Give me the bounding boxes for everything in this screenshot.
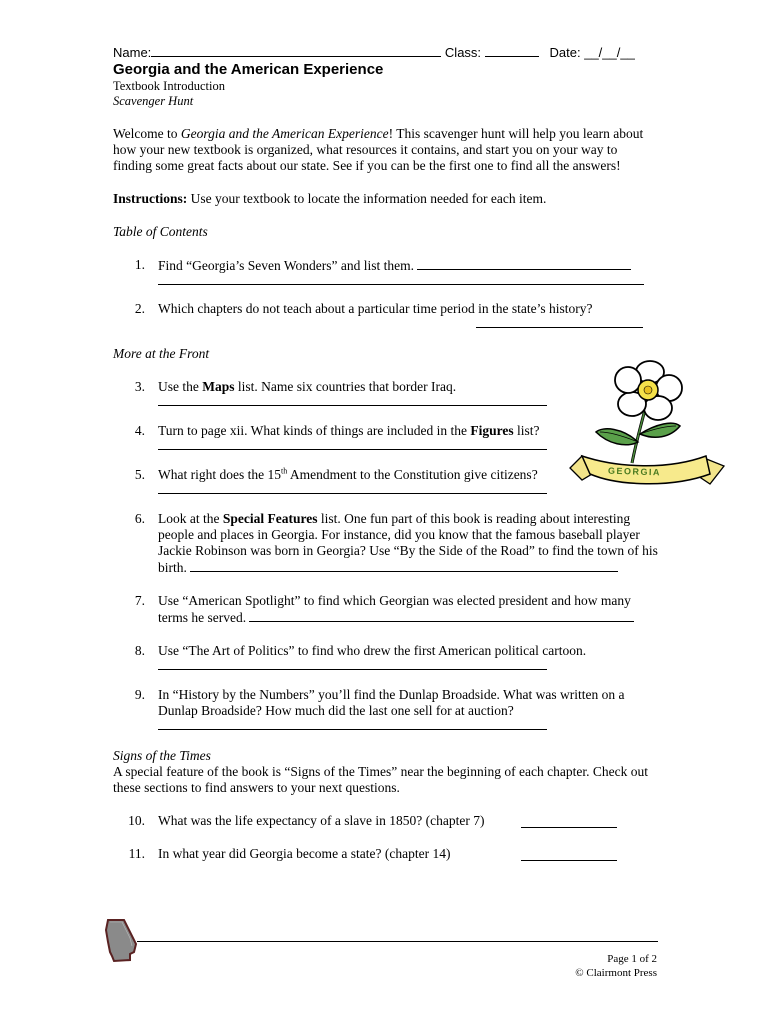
answer-blank[interactable] [417,257,631,270]
answer-line[interactable] [158,719,547,730]
question-1 [113,257,658,285]
footer-rule [137,941,658,942]
question-text: What right does the 15 [158,467,281,482]
instructions-label: Instructions: [113,191,188,206]
question-bold: Figures [470,423,514,438]
intro-book-title: Georgia and the American Experience [180,126,389,141]
answer-line[interactable] [158,483,547,494]
question-number: 2. [134,301,145,316]
question-number: 10. [128,813,145,828]
intro-text-start: Welcome to [113,126,181,141]
instructions-text: Use your textbook to locate the information needed for each item. [187,191,547,206]
question-text: Use “The Art of Politics” to find who drew the first American political cartoon. [158,643,587,658]
question-text-end: list? [513,423,540,438]
question-9 [113,687,658,730]
question-number: 6. [134,511,145,526]
question-number: 3. [134,379,145,394]
answer-blank[interactable] [190,559,618,572]
subtitle-scavenger-hunt: Scavenger Hunt [113,94,194,108]
cherokee-rose-illustration [568,358,728,508]
superscript: th [280,466,288,476]
date-label: Date: [549,45,581,60]
banner-text: GEORGIA [607,465,662,478]
question-text: In what year did Georgia become a state? (chapter 14) [158,846,451,861]
question-number: 4. [134,423,145,438]
question-10 [113,813,658,829]
question-6 [113,511,658,576]
question-number: 5. [134,467,145,482]
question-text: Turn to page xii. What kinds of things are included in the [158,423,471,438]
question-text: In “History by the Numbers” you’ll find the Dunlap Broadside. What was written on a Dunlap Broadside? How much did the last one sell for at auction? [158,687,625,718]
georgia-map-icon [100,918,140,969]
subtitle-textbook-introduction: Textbook Introduction [113,79,225,93]
page-title: Georgia and the American Experience [113,61,384,78]
question-text: What was the life expectancy of a slave in 1850? (chapter 7) [158,813,485,828]
answer-blank[interactable] [521,815,617,828]
answer-blank[interactable] [249,609,634,622]
section-more-at-the-front: More at the Front [113,346,210,361]
question-8 [113,643,658,670]
question-text: Which chapters do not teach about a particular time period in the state’s history? [158,301,593,316]
answer-line[interactable] [158,659,547,670]
question-bold: Maps [202,379,235,394]
question-text: Find “Georgia’s Seven Wonders” and list them. [158,258,414,273]
answer-line[interactable] [158,395,547,406]
section-signs-of-the-times: Signs of the Times [113,748,211,763]
instructions [113,191,658,207]
question-number: 11. [128,846,145,861]
question-number: 1. [134,257,145,272]
question-number: 7. [134,593,145,608]
answer-line[interactable] [476,317,643,328]
header-fields [113,44,658,61]
date-blank[interactable]: __/__/__ [584,45,635,60]
question-2 [113,301,658,328]
question-text: Use the [158,379,203,394]
page-number: Page 1 of 2 [607,953,657,965]
question-text-end: Amendment to the Constitution give citizens? [287,467,538,482]
question-7 [113,593,658,626]
section-table-of-contents: Table of Contents [113,224,208,239]
answer-line[interactable] [158,439,547,450]
class-label: Class: [444,45,482,60]
name-label: Name: [113,45,152,60]
answer-blank[interactable] [521,848,617,861]
copyright: © Clairmont Press [575,967,657,979]
intro-text-end: ! This scavenger hunt will help you learn about how your new textbook is organized, what resources it contains, and start you on your way to finding some great facts about our state. See if you can be the first one to find all the answers! [113,126,644,173]
answer-line[interactable] [158,274,644,285]
signs-description: A special feature of the book is “Signs of the Times” near the beginning of each chapter. Check out these sections to find answers to your next questions. [113,764,648,795]
question-text: Use “American Spotlight” to find which Georgian was elected president and how many terms he served. [158,593,631,625]
question-bold: Special Features [222,511,318,526]
question-number: 8. [134,643,145,658]
question-text: Look at the [158,511,223,526]
question-text-end: list. One fun part of this book is reading about interesting people and places in Georgia. For instance, did you know that the famous baseball player Jackie Robinson was born in Georgia? Use “By the Side of the Road” to find the town of his birth. [158,511,658,575]
question-number: 9. [134,687,145,702]
class-blank[interactable] [485,44,539,57]
intro-paragraph [113,126,658,174]
question-text-end: list. Name six countries that border Iraq. [234,379,457,394]
question-11 [113,846,658,862]
name-blank[interactable] [151,44,441,57]
footer [575,952,657,980]
